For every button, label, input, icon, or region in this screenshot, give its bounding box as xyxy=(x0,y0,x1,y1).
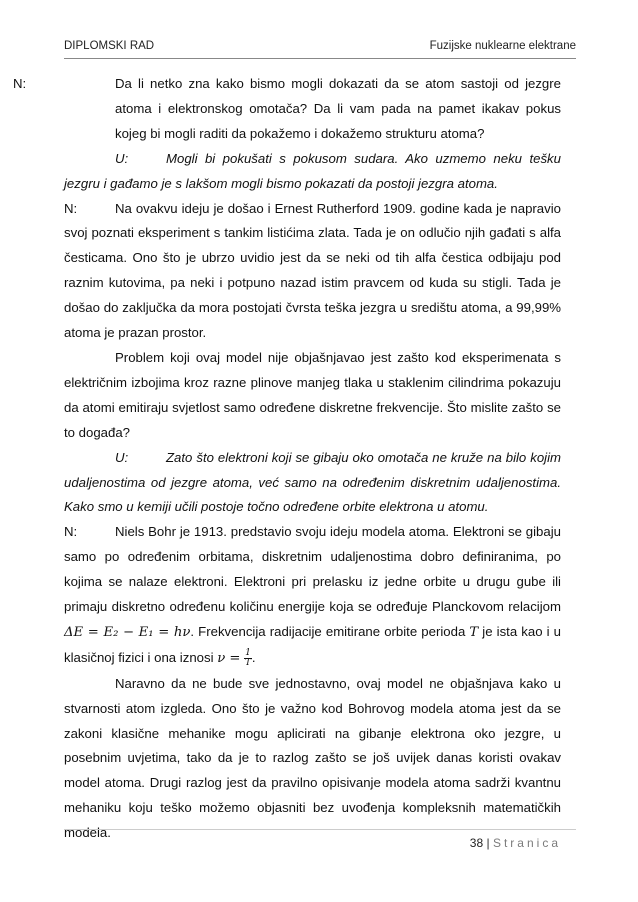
paragraph-student-answer xyxy=(64,147,561,197)
paragraph-text: Mogli bi pokušati s pokusom sudara. Ako uzmemo neku tešku jezgru i gađamo je s lakšom mogli bismo pokazati da postoji jezgra atoma. xyxy=(64,150,561,191)
page-header xyxy=(64,40,576,59)
speaker-label: U: xyxy=(115,150,129,166)
paragraph-text: . Frekvencija radijacije emitirane orbite perioda xyxy=(190,623,466,639)
paragraph-text: Na ovakvu ideju je došao i Ernest Rutherford 1909. godine kada je napravio svoj poznati eksperiment s tankim listićima zlata. Tada je on odlučio njih gađati s alfa česticama. Ono što je ubrzo uvidio jest da se neki od tih alfa čestica odbijaju pod raznim kutovima, pa neki i potpuno nazad istim pravcem od kuda su stigli. Tada je došao do zaključka da mora postojati čvrsta teška jezgra u središtu atoma, a 99,99% atoma je prazan prostor. xyxy=(64,200,561,341)
paragraph-conclusion xyxy=(64,672,561,846)
period-symbol: T xyxy=(469,624,479,640)
speaker-label: U: xyxy=(115,449,129,465)
header-right-title: Fuzijske nuklearne elektrane xyxy=(429,40,576,52)
fraction-numerator: 1 xyxy=(245,647,251,658)
paragraph-bohr xyxy=(64,520,561,671)
page-number: 38 xyxy=(469,836,484,850)
frequency-symbol: ν = xyxy=(217,650,241,666)
speaker-label: N: xyxy=(64,200,78,216)
header-left-title: DIPLOMSKI RAD xyxy=(64,40,155,52)
paragraph-text: Problem koji ovaj model nije objašnjavao jest zašto kod eksperimenata s električnim izbojima kroz razne plinove manjeg tlaka u staklenim cilindrima pokazuju da atomi emitiraju svjetlost samo određene diskretne frekvencije. Što mislite zašto se to događa? xyxy=(64,349,561,440)
frequency-fraction xyxy=(244,649,252,668)
page-footer xyxy=(470,836,561,850)
body-text xyxy=(13,72,562,846)
paragraph-problem xyxy=(64,346,561,446)
paragraph-text: Da li netko zna kako bismo mogli dokazati da se atom sastoji od jezgre atoma i elektronskog omotača? Da li vam pada na pamet ikakav pokus kojeg bi mogli raditi da pokažemo i dokažemo strukturu atoma? xyxy=(115,76,561,141)
speaker-label: N: xyxy=(64,524,78,540)
planck-formula: ΔE = E₂ − E₁ = hν xyxy=(64,624,191,640)
fraction-denominator: T xyxy=(245,657,252,668)
footer-label: Stranica xyxy=(492,836,561,850)
paragraph-text: Zato što elektroni koji se gibaju oko omotača ne kruže na bilo kojim udaljenostima od jezgre atoma, već samo na određenim diskretnim udaljenostima. Kako smo u kemiji učili postoje točno određene orbite elektrona u atomu. xyxy=(64,449,561,515)
footer-divider xyxy=(64,829,576,830)
paragraph-text: . xyxy=(251,649,256,665)
paragraph-text: je ista kao i u klasičnoj fizici i ona iznosi xyxy=(64,623,562,665)
paragraph-teacher-question xyxy=(13,72,561,147)
paragraph-text: Niels Bohr je 1913. predstavio svoju ideju modela atoma. Elektroni se gibaju samo po određenim orbitama, diskretnim udaljenostima dobro definiranima, po kojima se nalaze elektroni. Elektroni pri prelasku iz jedne orbite u drugu gube ili primaju diskretno određenu količinu energije koja se određuje Planckovom relacijom xyxy=(64,524,561,615)
paragraph-student-answer-2 xyxy=(64,446,561,521)
footer-separator: | xyxy=(486,836,490,850)
paragraph-rutherford xyxy=(64,197,561,346)
paragraph-text: Naravno da ne bude sve jednostavno, ovaj model ne objašnjava kako u stvarnosti atom izgleda. Ono što je važno kod Bohrovog modela atoma jest da se zakoni klasične mehanike mogu aplicirati na gibanje elektrona oko jezgre, u posebnim uvjetima, tako da je to razlog zašto se još uvijek danas koristi ovakav model atoma. Drugi razlog jest da pravilno opisivanje modela atoma sadrži kvantnu mehaniku koju teško možemo objasniti bez uvođenja kompleksnih matematičkih modela. xyxy=(64,675,561,841)
speaker-label: N: xyxy=(13,76,27,91)
